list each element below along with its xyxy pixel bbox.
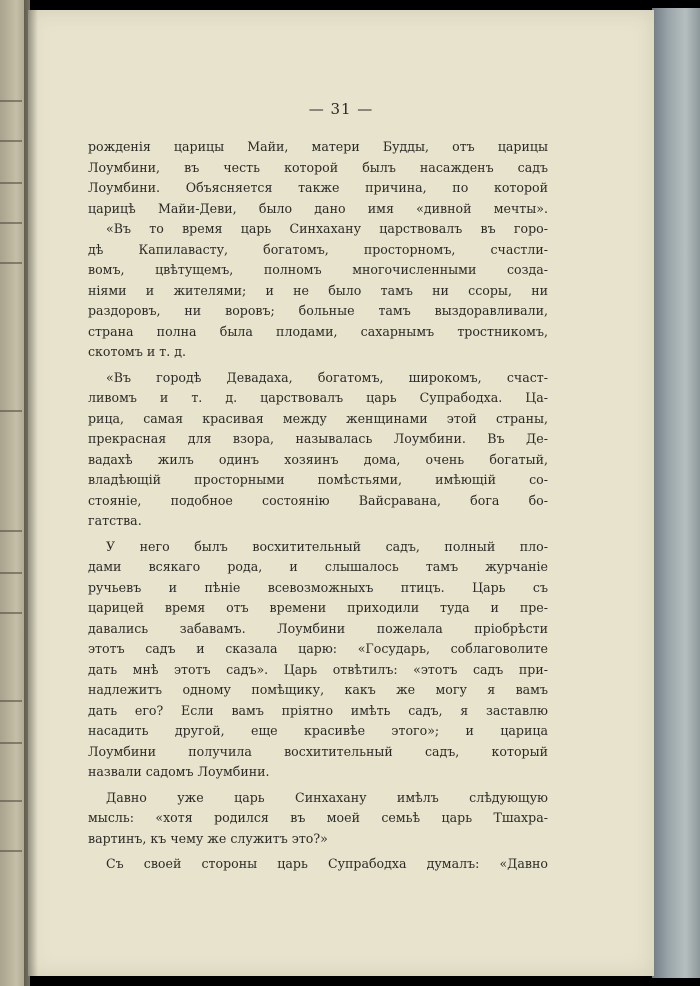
left-page-text-fragment [0, 572, 22, 574]
text-line: ливомъ и т. д. царствовалъ царь Супрабодха. Ца- [88, 390, 548, 405]
text-line: насадить другой, еще красивѣе этого»; и царица [88, 723, 548, 738]
left-page-text-fragment [0, 100, 22, 102]
text-line: Лоумбини. Объясняется также причина, по которой [88, 180, 548, 195]
book-page [28, 10, 654, 976]
text-line: «Въ то время царь Синхахану царствовалъ въ горо- [106, 221, 548, 236]
text-line: Лоумбини получила восхитительный садъ, который [88, 743, 548, 759]
text-line: царицей время отъ времени приходили туда и пре- [88, 600, 548, 615]
text-line: давались забавамъ. Лоумбини пожелала пріобрѣсти [88, 620, 548, 636]
text-line: гатства. [88, 513, 142, 528]
text-line: владѣющій просторными помѣстьями, имѣющій со- [88, 472, 548, 487]
page-text [88, 137, 548, 875]
left-page-text-fragment [0, 850, 22, 852]
text-line: раздоровъ, ни воровъ; больные тамъ выздоравливали, [88, 303, 548, 318]
text-line: скотомъ и т. д. [88, 344, 186, 359]
left-page-text-fragment [0, 530, 22, 532]
text-line: Давно уже царь Синхахану имѣлъ слѣдующую [106, 789, 548, 805]
text-line: мысль: «хотя родился въ моей семьѣ царь Тшахра- [88, 810, 548, 825]
text-line: рожденія царицы Майи, матери Будды, отъ царицы [88, 139, 548, 154]
text-line: страна полна была плодами, сахарнымъ тростникомъ, [88, 323, 548, 339]
left-page-text-fragment [0, 612, 22, 614]
text-line: стояніе, подобное состоянію Вайсравана, бога бо- [88, 492, 548, 508]
text-line: прекрасная для взора, называлась Лоумбини. Въ Де- [88, 431, 548, 446]
left-page-text-fragment [0, 700, 22, 702]
text-line: вомъ, цвѣтущемъ, полномъ многочисленными созда- [88, 262, 548, 277]
text-line: дать его? Если вамъ пріятно имѣть садъ, я заставлю [88, 702, 548, 718]
text-line: дами всякаго рода, и слышалось тамъ журчаніе [88, 559, 548, 574]
left-page-text-fragment [0, 800, 22, 802]
left-page-text-fragment [0, 140, 22, 142]
text-line: вадахѣ жилъ одинъ хозяинъ дома, очень богатый, [88, 451, 548, 467]
text-line: У него былъ восхитительный садъ, полный пло- [106, 538, 548, 554]
text-line: Съ своей стороны царь Супрабодха думалъ: «Давно [106, 856, 548, 871]
left-page-text-fragment [0, 222, 22, 224]
text-line: рица, самая красивая между женщинами этой страны, [88, 410, 548, 426]
text-line: «Въ городѣ Девадаха, богатомъ, широкомъ, счаст- [106, 369, 548, 385]
book-cover-edge [652, 8, 700, 978]
left-page-text-fragment [0, 742, 22, 744]
spine-shadow [24, 0, 38, 986]
text-line: надлежитъ одному помѣщику, какъ же могу я вамъ [88, 682, 548, 697]
text-line: вартинъ, къ чему же служитъ это?» [88, 830, 328, 846]
text-line: дать мнѣ этотъ садъ». Царь отвѣтилъ: «этотъ садъ при- [88, 661, 548, 677]
text-line: Лоумбини, въ честь которой былъ насажденъ садъ [88, 159, 548, 175]
left-page-text-fragment [0, 262, 22, 264]
text-line: царицѣ Майи-Деви, было дано имя «дивной мечты». [88, 200, 548, 216]
text-line: ніями и жителями; и не было тамъ ни ссоры, ни [88, 282, 548, 298]
left-page-text-fragment [0, 410, 22, 412]
text-line: дѣ Капилавасту, богатомъ, просторномъ, счастли- [88, 241, 548, 257]
left-page-text-fragment [0, 182, 22, 184]
page-number: — 31 — [308, 100, 374, 118]
text-line: ручьевъ и пѣніе всевозможныхъ птицъ. Царь съ [88, 579, 548, 595]
text-line: назвали садомъ Лоумбини. [88, 764, 270, 779]
text-line: этотъ садъ и сказала царю: «Государь, соблаговолите [88, 641, 548, 656]
